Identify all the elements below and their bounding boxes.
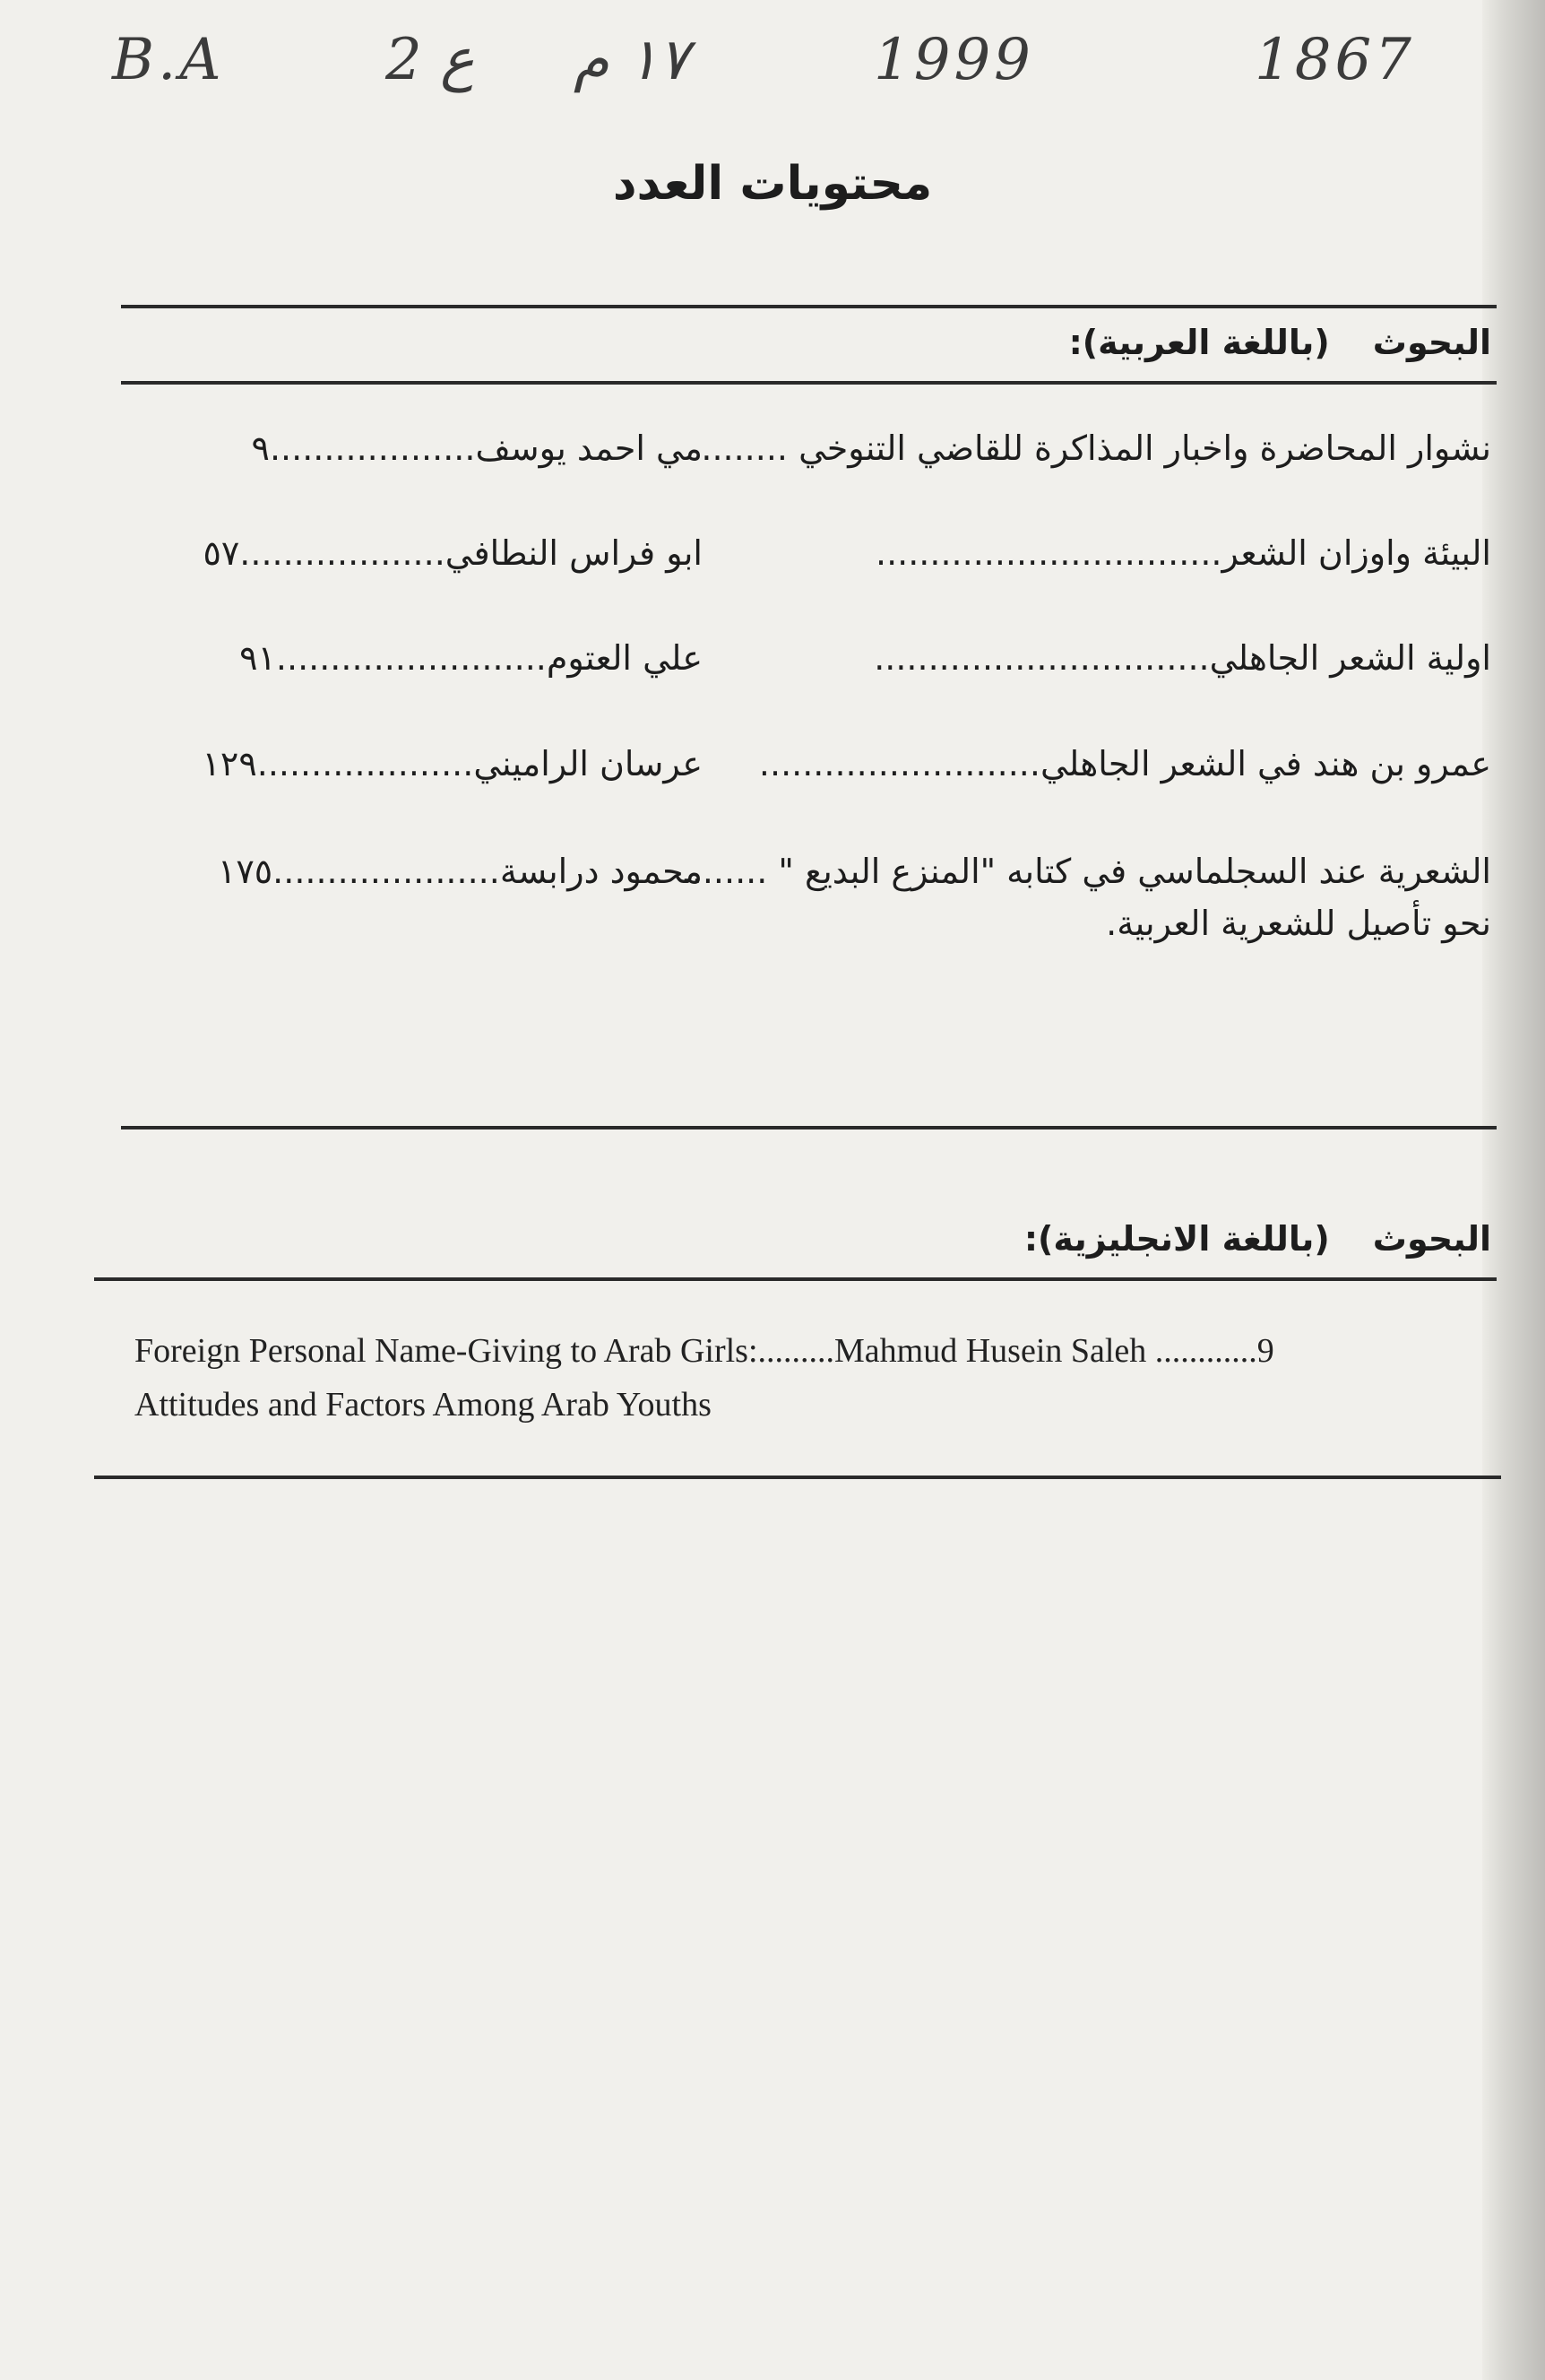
entry-title: نشوار المحاضرة واخبار المذاكرة للقاضي التنوخي — [798, 428, 1491, 468]
entry-title-dots: ........ — [701, 428, 788, 468]
entry-author-dots: ..................... — [272, 852, 500, 891]
entry-author-dots: ................... — [239, 533, 445, 573]
divider-middle — [121, 1126, 1497, 1129]
entry-title-block — [876, 533, 1491, 573]
english-section-label: البحوث — [1372, 1219, 1491, 1259]
handwritten-number: 1867 — [1255, 27, 1415, 93]
english-section-language: (باللغة الانجليزية): — [1023, 1219, 1330, 1259]
entry-title-block — [759, 744, 1491, 783]
entry-title-continuation: نحو تأصيل للشعرية العربية. — [1106, 904, 1491, 943]
handwritten-issue: 2 ع — [385, 27, 475, 93]
entry-author-dots: ......................... — [275, 638, 547, 678]
entry-title-dots: .......................... — [758, 744, 1040, 783]
divider-english-header — [94, 1277, 1497, 1281]
entry-author-block — [203, 744, 703, 783]
entry-title: البيئة واوزان الشعر — [1221, 533, 1491, 573]
entry-author: عرسان الراميني — [473, 744, 703, 783]
page-edge-shadow — [1482, 0, 1545, 2380]
english-entry-line-1: Foreign Personal Name-Giving to Arab Girls:.........Mahmud Husein Saleh ............9 — [134, 1332, 1274, 1370]
entry-author-block — [252, 428, 703, 468]
divider-top — [121, 305, 1497, 308]
toc-entry — [157, 744, 1491, 798]
entry-author: محمود درابسة — [499, 852, 703, 891]
entry-page-number: ٩ — [251, 428, 270, 468]
entry-page-number: ١٧٥ — [217, 852, 273, 891]
entry-title: اولية الشعر الجاهلي — [1209, 638, 1491, 678]
toc-entry — [157, 428, 1491, 482]
entry-page-number: ٩١ — [239, 638, 276, 678]
english-entry-line-2: Attitudes and Factors Among Arab Youths — [134, 1386, 712, 1424]
entry-title-block — [681, 852, 1491, 891]
toc-entry — [157, 638, 1491, 692]
entry-author-block — [218, 852, 703, 891]
entry-author-dots: ................... — [269, 428, 476, 468]
divider-bottom — [94, 1476, 1501, 1479]
entry-page-number: ١٢٩ — [202, 744, 257, 783]
entry-title-dots: ................................ — [875, 533, 1222, 573]
entry-page-number: ٥٧ — [203, 533, 240, 573]
entry-title-block — [701, 428, 1491, 468]
english-section-heading — [1024, 1219, 1491, 1259]
entry-author: علي العتوم — [546, 638, 703, 678]
entry-author-block — [203, 533, 703, 573]
arabic-section-language: (باللغة العربية): — [1068, 323, 1330, 362]
entry-title-block — [874, 638, 1491, 678]
entry-author: ابو فراس النطافي — [445, 533, 703, 573]
toc-entry — [157, 852, 1491, 943]
arabic-section-label: البحوث — [1372, 323, 1491, 362]
toc-entry — [157, 533, 1491, 587]
entry-author: مي احمد يوسف — [475, 428, 703, 468]
handwritten-code: B.A — [112, 27, 225, 93]
entry-title-dots: ............................... — [874, 638, 1210, 678]
page-title: محتويات العدد — [612, 157, 933, 211]
handwritten-year: 1999 — [874, 27, 1034, 93]
entry-author-block — [239, 638, 703, 678]
arabic-section-heading — [1069, 323, 1491, 362]
handwritten-volume: ١٧ م — [574, 27, 689, 93]
entry-title: الشعرية عند السجلماسي في كتابه "المنزع البديع " — [778, 852, 1491, 891]
divider-arabic-header — [121, 381, 1497, 385]
entry-title: عمرو بن هند في الشعر الجاهلي — [1040, 744, 1491, 783]
entry-title-dots: ........ — [680, 852, 768, 891]
entry-author-dots: .................... — [256, 744, 474, 783]
